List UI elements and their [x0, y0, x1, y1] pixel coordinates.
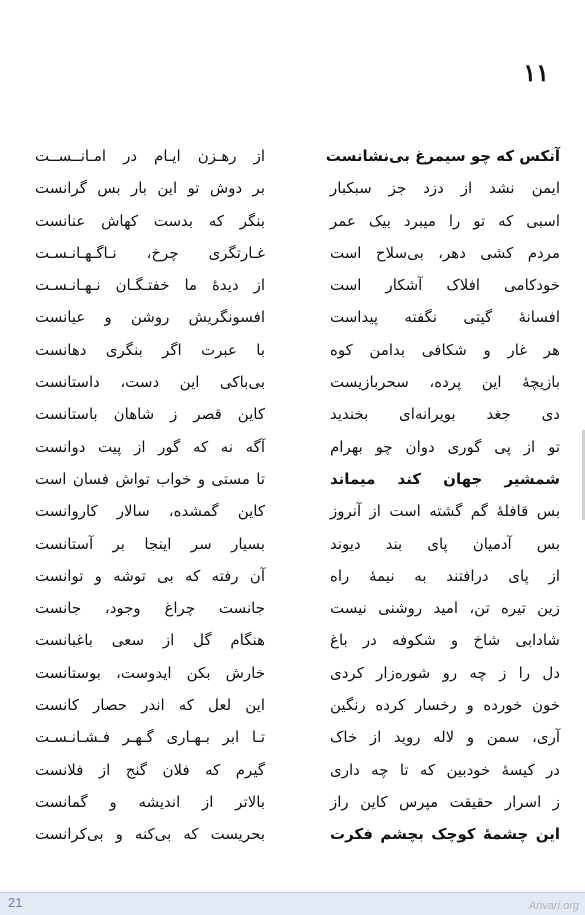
- verse-second-hemistich: بسیار سر اینجا بر آستانست: [35, 534, 265, 553]
- verse-row: [30, 463, 560, 495]
- verse-second-hemistich: این لعل که اندر حصار کانست: [35, 696, 265, 715]
- verse-row: [30, 301, 560, 333]
- footer-page-number: 21: [8, 895, 23, 910]
- verse-first-hemistich: ایمن نشد از دزد جز سبکبار: [330, 179, 560, 198]
- verse-first-hemistich: اسبی که تو را میبرد بیک عمر: [330, 211, 560, 230]
- verse-row: [30, 528, 560, 560]
- verse-row: [30, 172, 560, 204]
- verse-first-hemistich: از پای درافتند به نیمهٔ راه: [330, 566, 560, 585]
- verse-first-hemistich: در کیسهٔ خودبین که تا چه داری: [330, 760, 560, 779]
- verse-first-hemistich: هر غار و شکافی بدامن کوه: [330, 340, 560, 359]
- verse-row: [30, 431, 560, 463]
- page-number: ۱۱: [523, 58, 549, 87]
- verse-second-hemistich: جانست چراغ وجود، جانست: [35, 599, 265, 618]
- verse-first-hemistich: ز اسرار حقیقت مپرس کاین راز: [330, 792, 560, 811]
- verse-row: [30, 560, 560, 592]
- verse-second-hemistich: از رهـزن ایـام در امـانــســت: [35, 147, 265, 165]
- verse-second-hemistich: هنگام گل از سعی باغبانست: [35, 631, 265, 650]
- poem: [30, 140, 560, 851]
- verse-second-hemistich: آن رفته که بی توشه و توانست: [35, 566, 265, 585]
- verse-second-hemistich: گیرم که فلان گنج از فلانست: [35, 760, 265, 779]
- verse-second-hemistich: با عبرت اگر بنگری دهانست: [35, 340, 265, 359]
- verse-first-hemistich: بازیچهٔ این پرده، سحربازیست: [330, 373, 560, 392]
- verse-first-hemistich: تو از پی گوری دوان چو بهرام: [330, 437, 560, 456]
- verse-second-hemistich: تـا ابر بـهـاری گـهـر فـشـانـسـت: [35, 728, 265, 747]
- verse-row: [30, 398, 560, 430]
- verse-row: [30, 205, 560, 237]
- verse-first-hemistich: بس قافلهٔ گم گشته است از آنروز: [330, 502, 560, 521]
- verse-row: [30, 366, 560, 398]
- verse-second-hemistich: بحریست که بی‌کنه و بی‌کرانست: [35, 825, 265, 844]
- verse-row: [30, 269, 560, 301]
- verse-second-hemistich: بالاتر از اندیشه و گمانست: [35, 792, 265, 811]
- verse-row: [30, 237, 560, 269]
- verse-first-hemistich: آری، سمن و لاله روید از خاک: [330, 728, 560, 747]
- verse-first-hemistich: مردم کشی دهر، بی‌سلاح است: [330, 243, 560, 262]
- verse-second-hemistich: بنگر که بدست کهاش عنانست: [35, 211, 265, 230]
- verse-row: [30, 495, 560, 527]
- verse-row: [30, 786, 560, 818]
- verse-row: [30, 689, 560, 721]
- verse-row: [30, 754, 560, 786]
- verse-first-hemistich: شمشیر جهان کند میماند: [330, 469, 560, 488]
- verse-row: [30, 140, 560, 172]
- verse-first-hemistich: خودکامی افلاک آشکار است: [330, 276, 560, 295]
- watermark: Anvari.org: [528, 900, 579, 912]
- verse-row: [30, 624, 560, 656]
- verse-first-hemistich: خون خورده و رخسار کرده رنگین: [330, 696, 560, 715]
- verse-first-hemistich: زین تیره تن، امید روشنی نیست: [330, 599, 560, 618]
- verse-second-hemistich: کاین قصر ز شاهان باستانست: [35, 405, 265, 424]
- verse-row: [30, 592, 560, 624]
- verse-first-hemistich: دی جغد بویرانه‌ای بخندید: [330, 405, 560, 424]
- verse-second-hemistich: از دیدهٔ ما خفتـگـان نـهـانـسـت: [35, 276, 265, 295]
- verse-first-hemistich: آنکس که چو سیمرغ بی‌نشانست: [325, 147, 560, 165]
- verse-second-hemistich: افسونگریش روشن و عیانست: [35, 308, 265, 327]
- verse-second-hemistich: آگه نه که گور از پیت دوانست: [35, 437, 265, 456]
- verse-row: [30, 334, 560, 366]
- verse-first-hemistich: افسانهٔ گیتی نگفته پیداست: [330, 308, 560, 327]
- verse-second-hemistich: بر دوش تو این بار بس گرانست: [35, 179, 265, 198]
- verse-row: [30, 818, 560, 850]
- verse-second-hemistich: بی‌باکی این دست، داستانست: [35, 373, 265, 392]
- verse-first-hemistich: دل را ز چه رو شوره‌زار کردی: [330, 663, 560, 682]
- verse-row: [30, 721, 560, 753]
- verse-second-hemistich: غـارتگری چرخ، نـاگـهـانـسـت: [35, 243, 265, 262]
- viewer-bottom-bar: [0, 892, 585, 915]
- verse-second-hemistich: تا مستی و خواب تواش فسان است: [35, 469, 265, 488]
- verse-second-hemistich: کاین گمشده، سالار کاروانست: [35, 502, 265, 521]
- verse-second-hemistich: خارش بکن ایدوست، بوستانست: [35, 663, 265, 682]
- verse-row: [30, 657, 560, 689]
- verse-first-hemistich: شادابی شاخ و شکوفه در باغ: [330, 631, 560, 650]
- verse-first-hemistich: این چشمهٔ کوچک بچشم فکرت: [330, 825, 560, 844]
- verse-first-hemistich: بس آدمیان پای بند دیوند: [330, 534, 560, 553]
